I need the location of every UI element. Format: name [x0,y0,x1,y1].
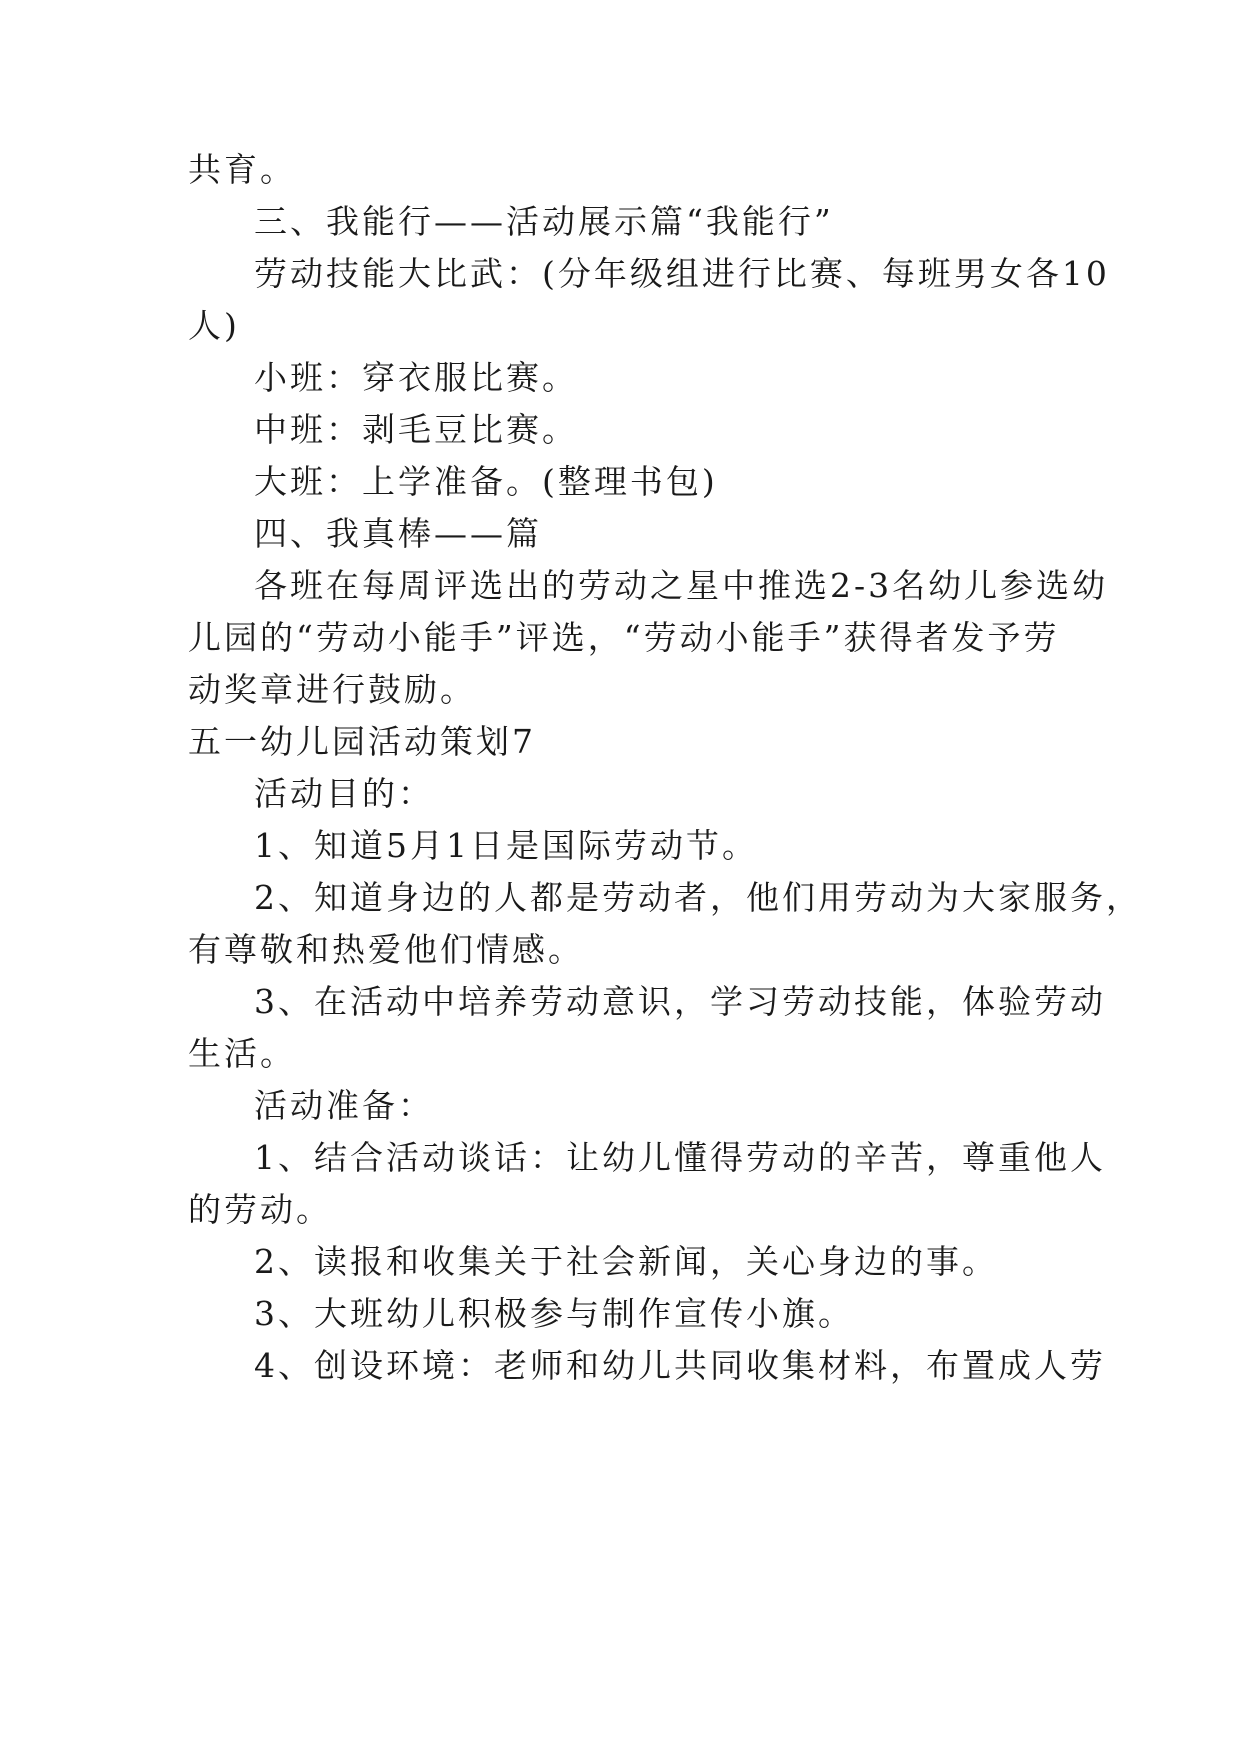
list-item: 3、大班幼儿积极参与制作宣传小旗。 [254,1294,854,1333]
list-item: 2、知道身边的人都是劳动者，他们用劳动为大家服务， [254,878,1142,917]
text-line: 劳动技能大比武：(分年级组进行比赛、每班男女各10 [254,254,1110,293]
list-item: 1、知道5月1日是国际劳动节。 [254,826,758,865]
text-line: 有尊敬和热爱他们情感。 [188,930,584,969]
text-line: 生活。 [188,1034,296,1073]
section-heading: 四、我真棒——篇 [254,514,542,553]
list-item: 3、在活动中培养劳动意识，学习劳动技能，体验劳动 [254,982,1106,1021]
text-line: 各班在每周评选出的劳动之星中推选2-3名幼儿参选幼 [254,566,1109,605]
text-line: 小班：穿衣服比赛。 [254,358,578,397]
list-item: 2、读报和收集关于社会新闻，关心身边的事。 [254,1242,998,1281]
section-heading: 活动目的： [254,774,434,813]
article-title: 五一幼儿园活动策划7 [188,722,536,761]
text-line: 动奖章进行鼓励。 [188,670,476,709]
text-line: 儿园的“劳动小能手”评选，“劳动小能手”获得者发予劳 [188,618,1060,657]
list-item: 4、创设环境：老师和幼儿共同收集材料，布置成人劳 [254,1346,1106,1385]
text-line: 共育。 [188,150,296,189]
text-line: 人) [188,306,240,345]
text-line: 中班：剥毛豆比赛。 [254,410,578,449]
text-line: 大班：上学准备。(整理书包) [254,462,718,501]
text-line: 的劳动。 [188,1190,332,1229]
section-heading: 三、我能行——活动展示篇“我能行” [254,202,834,241]
section-heading: 活动准备： [254,1086,434,1125]
list-item: 1、结合活动谈话：让幼儿懂得劳动的辛苦，尊重他人 [254,1138,1106,1177]
